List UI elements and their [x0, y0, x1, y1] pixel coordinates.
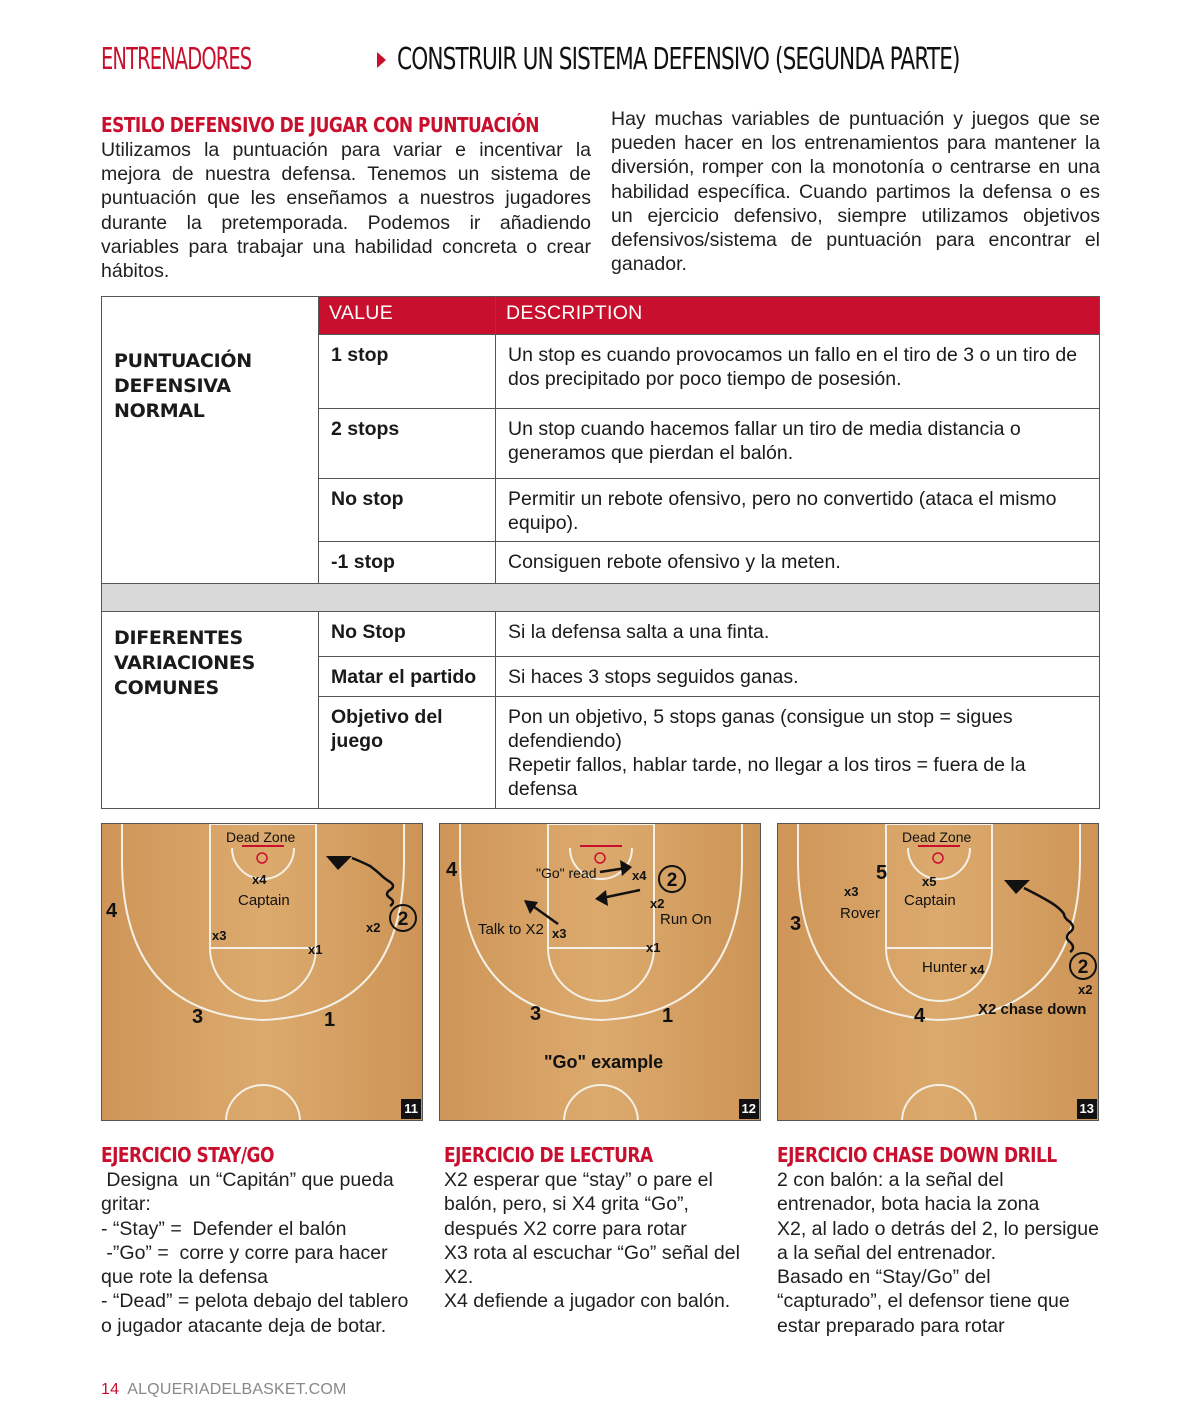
row-value: 1 stop	[319, 335, 496, 409]
svg-text:1: 1	[324, 1009, 336, 1031]
svg-text:2: 2	[666, 870, 678, 891]
group-label: DIFERENTES VARIACIONES COMUNES	[114, 627, 255, 699]
svg-text:X2 chase down: X2 chase down	[978, 1001, 1087, 1018]
section-name: ENTRENADORES	[101, 42, 252, 77]
svg-text:x1: x1	[646, 940, 661, 955]
intro-heading: ESTILO DEFENSIVO DE JUGAR CON PUNTUACIÓN	[101, 113, 539, 137]
diagram-number: 12	[739, 1099, 759, 1119]
svg-text:4: 4	[914, 1005, 926, 1027]
group-label-cell	[102, 612, 319, 809]
svg-text:Run On: Run On	[660, 911, 712, 928]
drill-column	[444, 1142, 759, 1314]
drill-column	[777, 1142, 1099, 1338]
svg-text:2: 2	[1077, 957, 1089, 978]
row-description: Un stop cuando hacemos fallar un tiro de media distancia o generamos que pierdan el balón.	[496, 409, 1100, 479]
row-description: Permitir un rebote ofensivo, pero no convertido (ataca el mismo equipo).	[496, 479, 1100, 542]
dead-zone-label: Dead Zone	[902, 829, 972, 845]
svg-text:x3: x3	[552, 926, 567, 941]
svg-text:x2: x2	[650, 896, 665, 911]
diagram-number: 13	[1077, 1099, 1097, 1119]
row-description: Un stop es cuando provocamos un fallo en el tiro de 3 o un tiro de dos precipitado por poco tiempo de posesión.	[496, 335, 1100, 409]
row-description-line: Repetir fallos, hablar tarde, no llegar a los tiros = fuera de la defensa	[508, 754, 1026, 800]
drill-text: Designa un “Capitán” que pueda gritar: - “Stay” = Defender el balón -”Go” = corre y corre para hacer que rote la defensa - “Dead” = pelota debajo del tablero o jugador atacante deja de botar.	[101, 1169, 414, 1337]
svg-text:"Go" read: "Go" read	[536, 865, 597, 881]
row-value: Objetivo del juego	[319, 697, 496, 809]
svg-text:4: 4	[106, 900, 118, 922]
intro-right-column	[611, 107, 1100, 276]
dead-zone-label: Dead Zone	[226, 829, 296, 845]
table-header-row	[102, 297, 1100, 335]
svg-text:4: 4	[446, 859, 458, 881]
svg-text:x2: x2	[1078, 982, 1093, 997]
row-value: Matar el partido	[319, 657, 496, 697]
svg-text:Rover: Rover	[840, 905, 881, 922]
row-value: -1 stop	[319, 542, 496, 584]
row-description	[496, 697, 1100, 809]
court-floor	[440, 824, 761, 1121]
column-header-description: DESCRIPTION	[496, 297, 1100, 335]
site-name: ALQUERIADELBASKET.COM	[127, 1381, 347, 1398]
svg-text:Captain: Captain	[904, 892, 956, 909]
row-value: No stop	[319, 479, 496, 542]
row-value: 2 stops	[319, 409, 496, 479]
drill-text: 2 con balón: a la señal del entrenador, bota hacia la zona X2, al lado o detrás del 2, lo persigue a la señal del entrenador. Basado en “Stay/Go” del “capturado”, el defensor tiene que estar preparado para rotar	[777, 1169, 1099, 1337]
intro-right-text: Hay muchas variables de puntuación y juegos que se pueden hacer en los entrenamientos para mantener la diversión, romper con la monotonía o centrarse en una habilidad específica. Cuando partimos la defensa o es un ejercicio defensivo, siempre utilizamos objetivos defensivos/sistema de puntuación para encontrar el ganador.	[611, 108, 1100, 276]
svg-text:3: 3	[790, 913, 802, 935]
intro-left-column	[101, 112, 591, 283]
caret-right-icon	[377, 52, 386, 68]
svg-text:Talk to X2: Talk to X2	[478, 921, 544, 938]
svg-text:x5: x5	[922, 874, 937, 889]
drill-title: EJERCICIO STAY/GO	[101, 1143, 274, 1167]
drill-column	[101, 1142, 421, 1338]
scoring-table	[101, 296, 1100, 809]
row-description: Si la defensa salta a una finta.	[496, 612, 1100, 657]
drill-title: EJERCICIO DE LECTURA	[444, 1143, 653, 1167]
column-header-value: VALUE	[319, 297, 496, 335]
group-label: PUNTUACIÓN DEFENSIVA NORMAL	[114, 350, 252, 422]
page-title: CONSTRUIR UN SISTEMA DEFENSIVO (SEGUNDA PARTE)	[397, 42, 960, 77]
row-value: No Stop	[319, 612, 496, 657]
svg-text:x3: x3	[844, 884, 859, 899]
row-description: Si haces 3 stops seguidos ganas.	[496, 657, 1100, 697]
svg-text:Hunter: Hunter	[922, 959, 968, 976]
svg-text:x1: x1	[308, 942, 323, 957]
row-description-line: Pon un objetivo, 5 stops ganas (consigue un stop = sigues defendiendo)	[508, 706, 1013, 752]
svg-text:x4: x4	[970, 962, 985, 977]
court-diagram	[439, 823, 761, 1121]
court-diagram	[777, 823, 1099, 1121]
drill-text: X2 esperar que “stay” o pare el balón, pero, si X4 grita “Go”, después X2 corre para rotar X3 rota al escuchar “Go” señal del X2. X4 defiende a jugador con balón.	[444, 1169, 740, 1313]
svg-text:"Go" example: "Go" example	[544, 1052, 664, 1072]
diagram-number: 11	[401, 1099, 421, 1119]
svg-text:3: 3	[530, 1003, 542, 1025]
group-label-cell	[102, 297, 319, 584]
row-description: Consiguen rebote ofensivo y la meten.	[496, 542, 1100, 584]
svg-text:x4: x4	[252, 872, 267, 887]
svg-text:1: 1	[662, 1005, 674, 1027]
svg-text:Captain: Captain	[238, 892, 290, 909]
page-number: 14	[101, 1381, 120, 1398]
table-separator	[102, 584, 1100, 612]
page-footer	[101, 1381, 347, 1399]
svg-text:x2: x2	[366, 920, 381, 935]
svg-text:2: 2	[397, 909, 409, 930]
table-row	[102, 612, 1100, 657]
svg-text:x4: x4	[632, 868, 647, 883]
court-diagram	[101, 823, 423, 1121]
page-header	[101, 40, 1101, 90]
svg-text:x3: x3	[212, 928, 227, 943]
drill-title: EJERCICIO CHASE DOWN DRILL	[777, 1143, 1057, 1167]
intro-left-text: Utilizamos la puntuación para variar e incentivar la mejora de nuestra defensa. Tenemos un sistema de puntuación que les enseñamos a nuestros jugadores durante la pretemporada. Podemos ir añadiendo variables para trabajar una habilidad concreta o crear hábitos.	[101, 139, 591, 283]
svg-text:3: 3	[192, 1006, 204, 1028]
svg-text:5: 5	[876, 862, 888, 884]
